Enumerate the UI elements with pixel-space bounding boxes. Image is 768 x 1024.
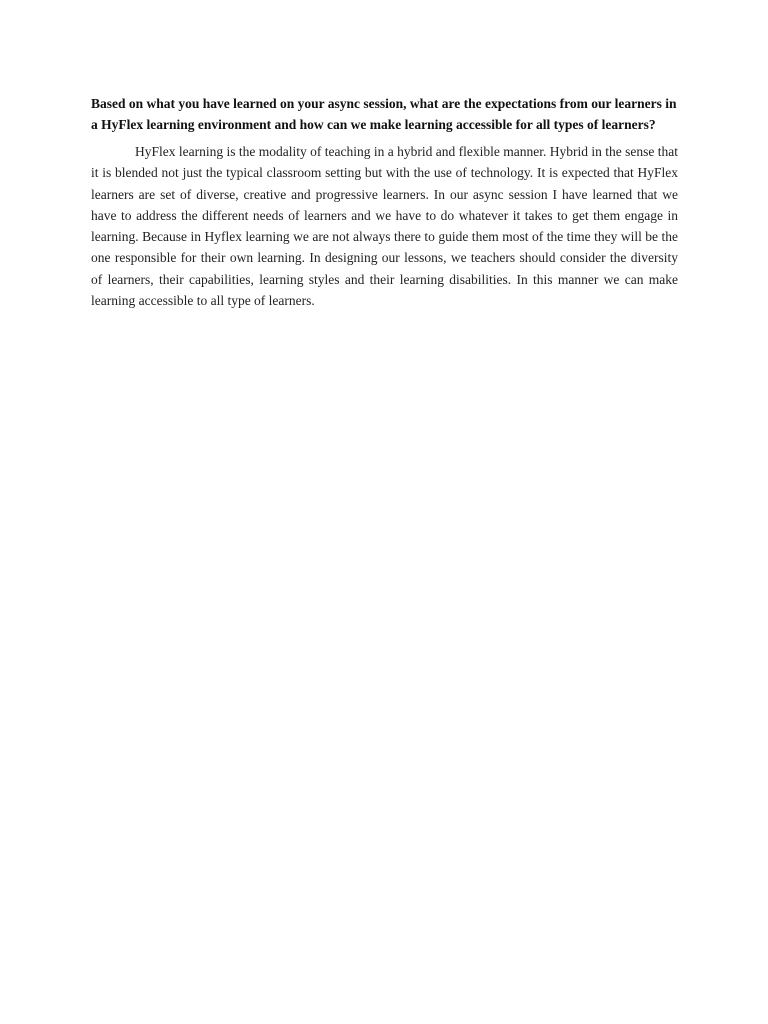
answer-paragraph: HyFlex learning is the modality of teaching in a hybrid and flexible manner. Hybrid in the sense that it is blended not just the typical classroom setting but with the use of technology. It is expected that HyFlex learners are set of diverse, creative and progressive learners. In our async session I have learned that we have to address the different needs of learners and we have to do whatever it takes to get them engage in learning. Because in Hyflex learning we are not always there to guide them most of the time they will be the one responsible for their own learning. In designing our lessons, we teachers should consider the diversity of learners, their capabilities, learning styles and their learning disabilities. In this manner we can make learning accessible to all type of learners. — [91, 144, 678, 309]
question-heading: Based on what you have learned on your async session, what are the expectations from our learners in a HyFlex learning environment and how can we make learning accessible for all types of learners? — [91, 96, 677, 132]
document-content — [91, 93, 678, 311]
